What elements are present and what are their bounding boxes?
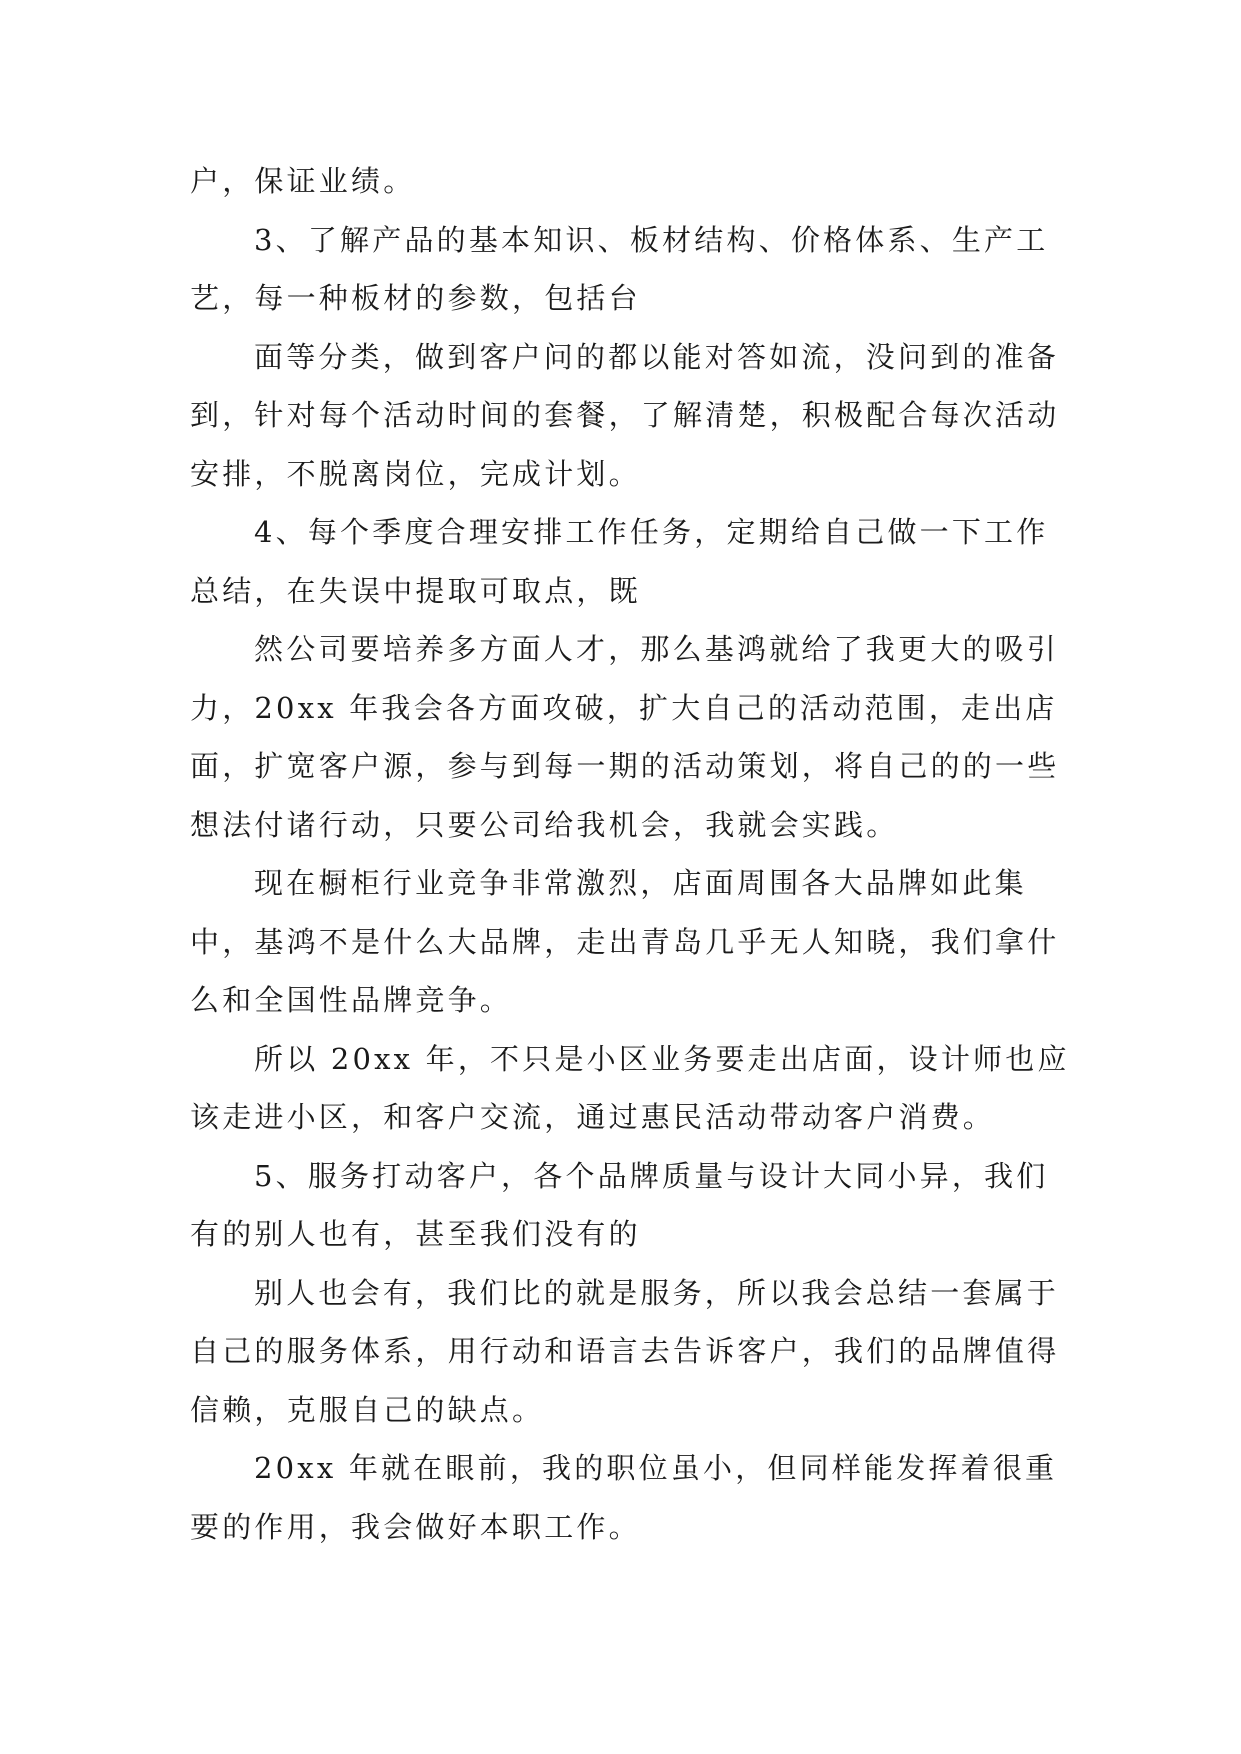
paragraph-6: 现在橱柜行业竞争非常激烈，店面周围各大品牌如此集中，基鸿不是什么大品牌，走出青岛几乎无人知晓，我们拿什么和全国性品牌竞争。: [190, 866, 1060, 1017]
paragraph-3: 面等分类，做到客户问的都以能对答如流，没问到的准备到，针对每个活动时间的套餐，了解清楚，积极配合每次活动安排，不脱离岗位，完成计划。: [190, 339, 1060, 491]
paragraph-10: 20xx 年就在眼前，我的职位虽小，但同样能发挥着很重要的作用，我会做好本职工作。: [190, 1451, 1058, 1544]
paragraph-8: 5、服务打动客户，各个品牌质量与设计大同小异，我们有的别人也有，甚至我们没有的: [190, 1158, 1049, 1251]
paragraph-5: 然公司要培养多方面人才，那么基鸿就给了我更大的吸引力，20xx 年我会各方面攻破，扩大自己的活动范围，走出店面，扩宽客户源，参与到每一期的活动策划，将自己的的一些想法付诸行动，只要公司给我机会，我就会实践。: [190, 632, 1060, 842]
document-body: [190, 152, 1070, 1556]
paragraph-2: 3、了解产品的基本知识、板材结构、价格体系、生产工艺，每一种板材的参数，包括台: [190, 222, 1049, 315]
paragraph-4: 4、每个季度合理安排工作任务，定期给自己做一下工作总结，在失误中提取可取点，既: [190, 515, 1049, 608]
paragraph-1: 户，保证业绩。: [190, 164, 416, 198]
paragraph-9: 别人也会有，我们比的就是服务，所以我会总结一套属于自己的服务体系，用行动和语言去告诉客户，我们的品牌值得信赖，克服自己的缺点。: [190, 1275, 1060, 1427]
paragraph-7: 所以 20xx 年，不只是小区业务要走出店面，设计师也应该走进小区，和客户交流，通过惠民活动带动客户消费。: [190, 1041, 1070, 1134]
